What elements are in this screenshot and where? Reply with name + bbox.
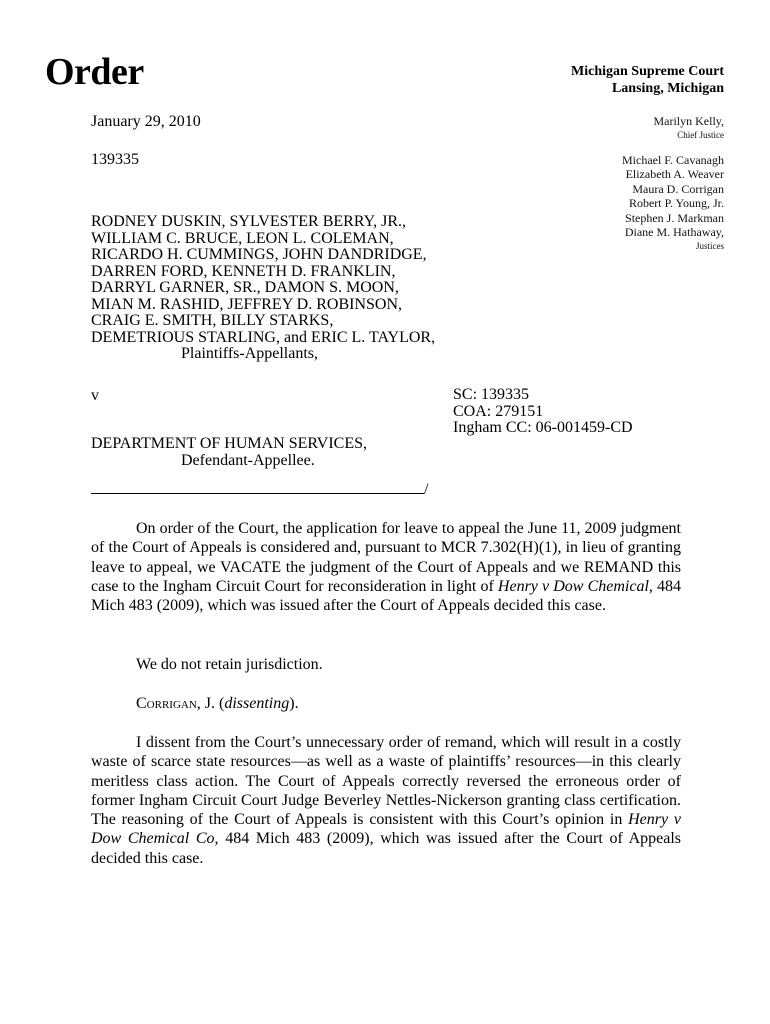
justice-name: Elizabeth A. Weaver	[625, 167, 724, 181]
order-date: January 29, 2010	[91, 113, 201, 130]
court-location: Lansing, Michigan	[611, 81, 724, 96]
plaintiffs-role: Plaintiffs-Appellants,	[181, 345, 319, 362]
court-name: Michigan Supreme Court	[571, 64, 724, 79]
justice-name: Stephen J. Markman	[625, 210, 724, 225]
versus: v	[91, 387, 99, 404]
circuit-court-number: Ingham CC: 06-001459-CD	[453, 419, 633, 436]
case-citation: Henry v Dow Chemical	[497, 577, 649, 595]
dissent-paragraph	[91, 733, 681, 868]
dissent-text-start: I dissent from the Court’s unnecessary order of remand, which will result in a costly waste of scarce state resources—as well as a waste of plaintiffs’ resources—in this clearly meritless class action. The Court of Appeals correctly reversed the erroneous order of former Ingham Circuit Court Judge Beverley Nettles-Nickerson granting class certification. The reasoning of the Court of Appeals is consistent with this Court’s opinion in	[91, 734, 681, 829]
order-paragraph	[91, 519, 681, 615]
chief-justice-role: Chief Justice	[677, 129, 724, 140]
defendant-role: Defendant-Appellee.	[181, 452, 315, 469]
dissent-text-end: 484 Mich 483 (2009), which was issued after the Court of Appeals decided this case.	[91, 830, 681, 867]
order-text-end: , 484 Mich 483 (2009), which was issued after the Court of Appeals decided this case.	[91, 577, 682, 615]
plaintiffs-block	[91, 214, 436, 363]
justice-name: Robert P. Young, Jr.	[628, 196, 724, 210]
jurisdiction-statement: We do not retain jurisdiction.	[136, 656, 323, 673]
case-numbers	[453, 387, 633, 437]
case-citation: Henry v Dow Chemical Co,	[91, 811, 681, 848]
plaintiffs-names: RODNEY DUSKIN, SYLVESTER BERRY, JR., WILLIAM C. BRUCE, LEON L. COLEMAN, RICARDO H. CUMMINGS, JOHN DANDRIDGE, DARREN FORD, KENNETH D. FRANKLIN, DARRYL GARNER, SR., DAMON S. MOON, MIAN M. RASHID, JEFFREY D. ROBINSON, CRAIG E. SMITH, BILLY STARKS, DEMETRIOUS STARLING, and ERIC L. TAYLOR,	[91, 213, 436, 346]
dissent-author: Corrigan	[136, 695, 197, 712]
dissent-label: dissenting	[224, 695, 290, 712]
justices-role: Justices	[696, 240, 724, 251]
justice-name: Diane M. Hathaway,	[624, 225, 724, 239]
caption-separator-line	[91, 493, 424, 494]
order-text-start: On order of the Court, the application for leave to appeal the June 11, 2009 judgment of the Court of Appeals is considered and, pursuant to MCR 7.302(H)(1), in lieu of granting leave to appeal, we VACATE the judgment of the Court of Appeals and we REMAND this case to the Ingham Circuit Court for reconsideration in light of	[91, 520, 681, 595]
justice-name: Michael F. Cavanagh	[621, 152, 724, 167]
bench-list	[622, 114, 724, 252]
chief-justice-name: Marilyn Kelly,	[653, 114, 724, 128]
coa-number: COA: 279151	[453, 402, 544, 420]
page-title: Order	[45, 51, 144, 93]
dissent-heading	[91, 694, 726, 713]
dissent-heading-text: , J. (	[196, 695, 225, 712]
dissent-heading-end: ).	[289, 695, 299, 712]
sc-number: SC: 139335	[453, 386, 530, 403]
justice-name: Maura D. Corrigan	[632, 181, 724, 196]
defendant-block	[91, 435, 367, 469]
court-heading	[571, 63, 724, 97]
docket-number: 139335	[91, 151, 139, 168]
caption-separator-slash: /	[424, 481, 429, 498]
defendant-name: DEPARTMENT OF HUMAN SERVICES,	[91, 435, 368, 452]
